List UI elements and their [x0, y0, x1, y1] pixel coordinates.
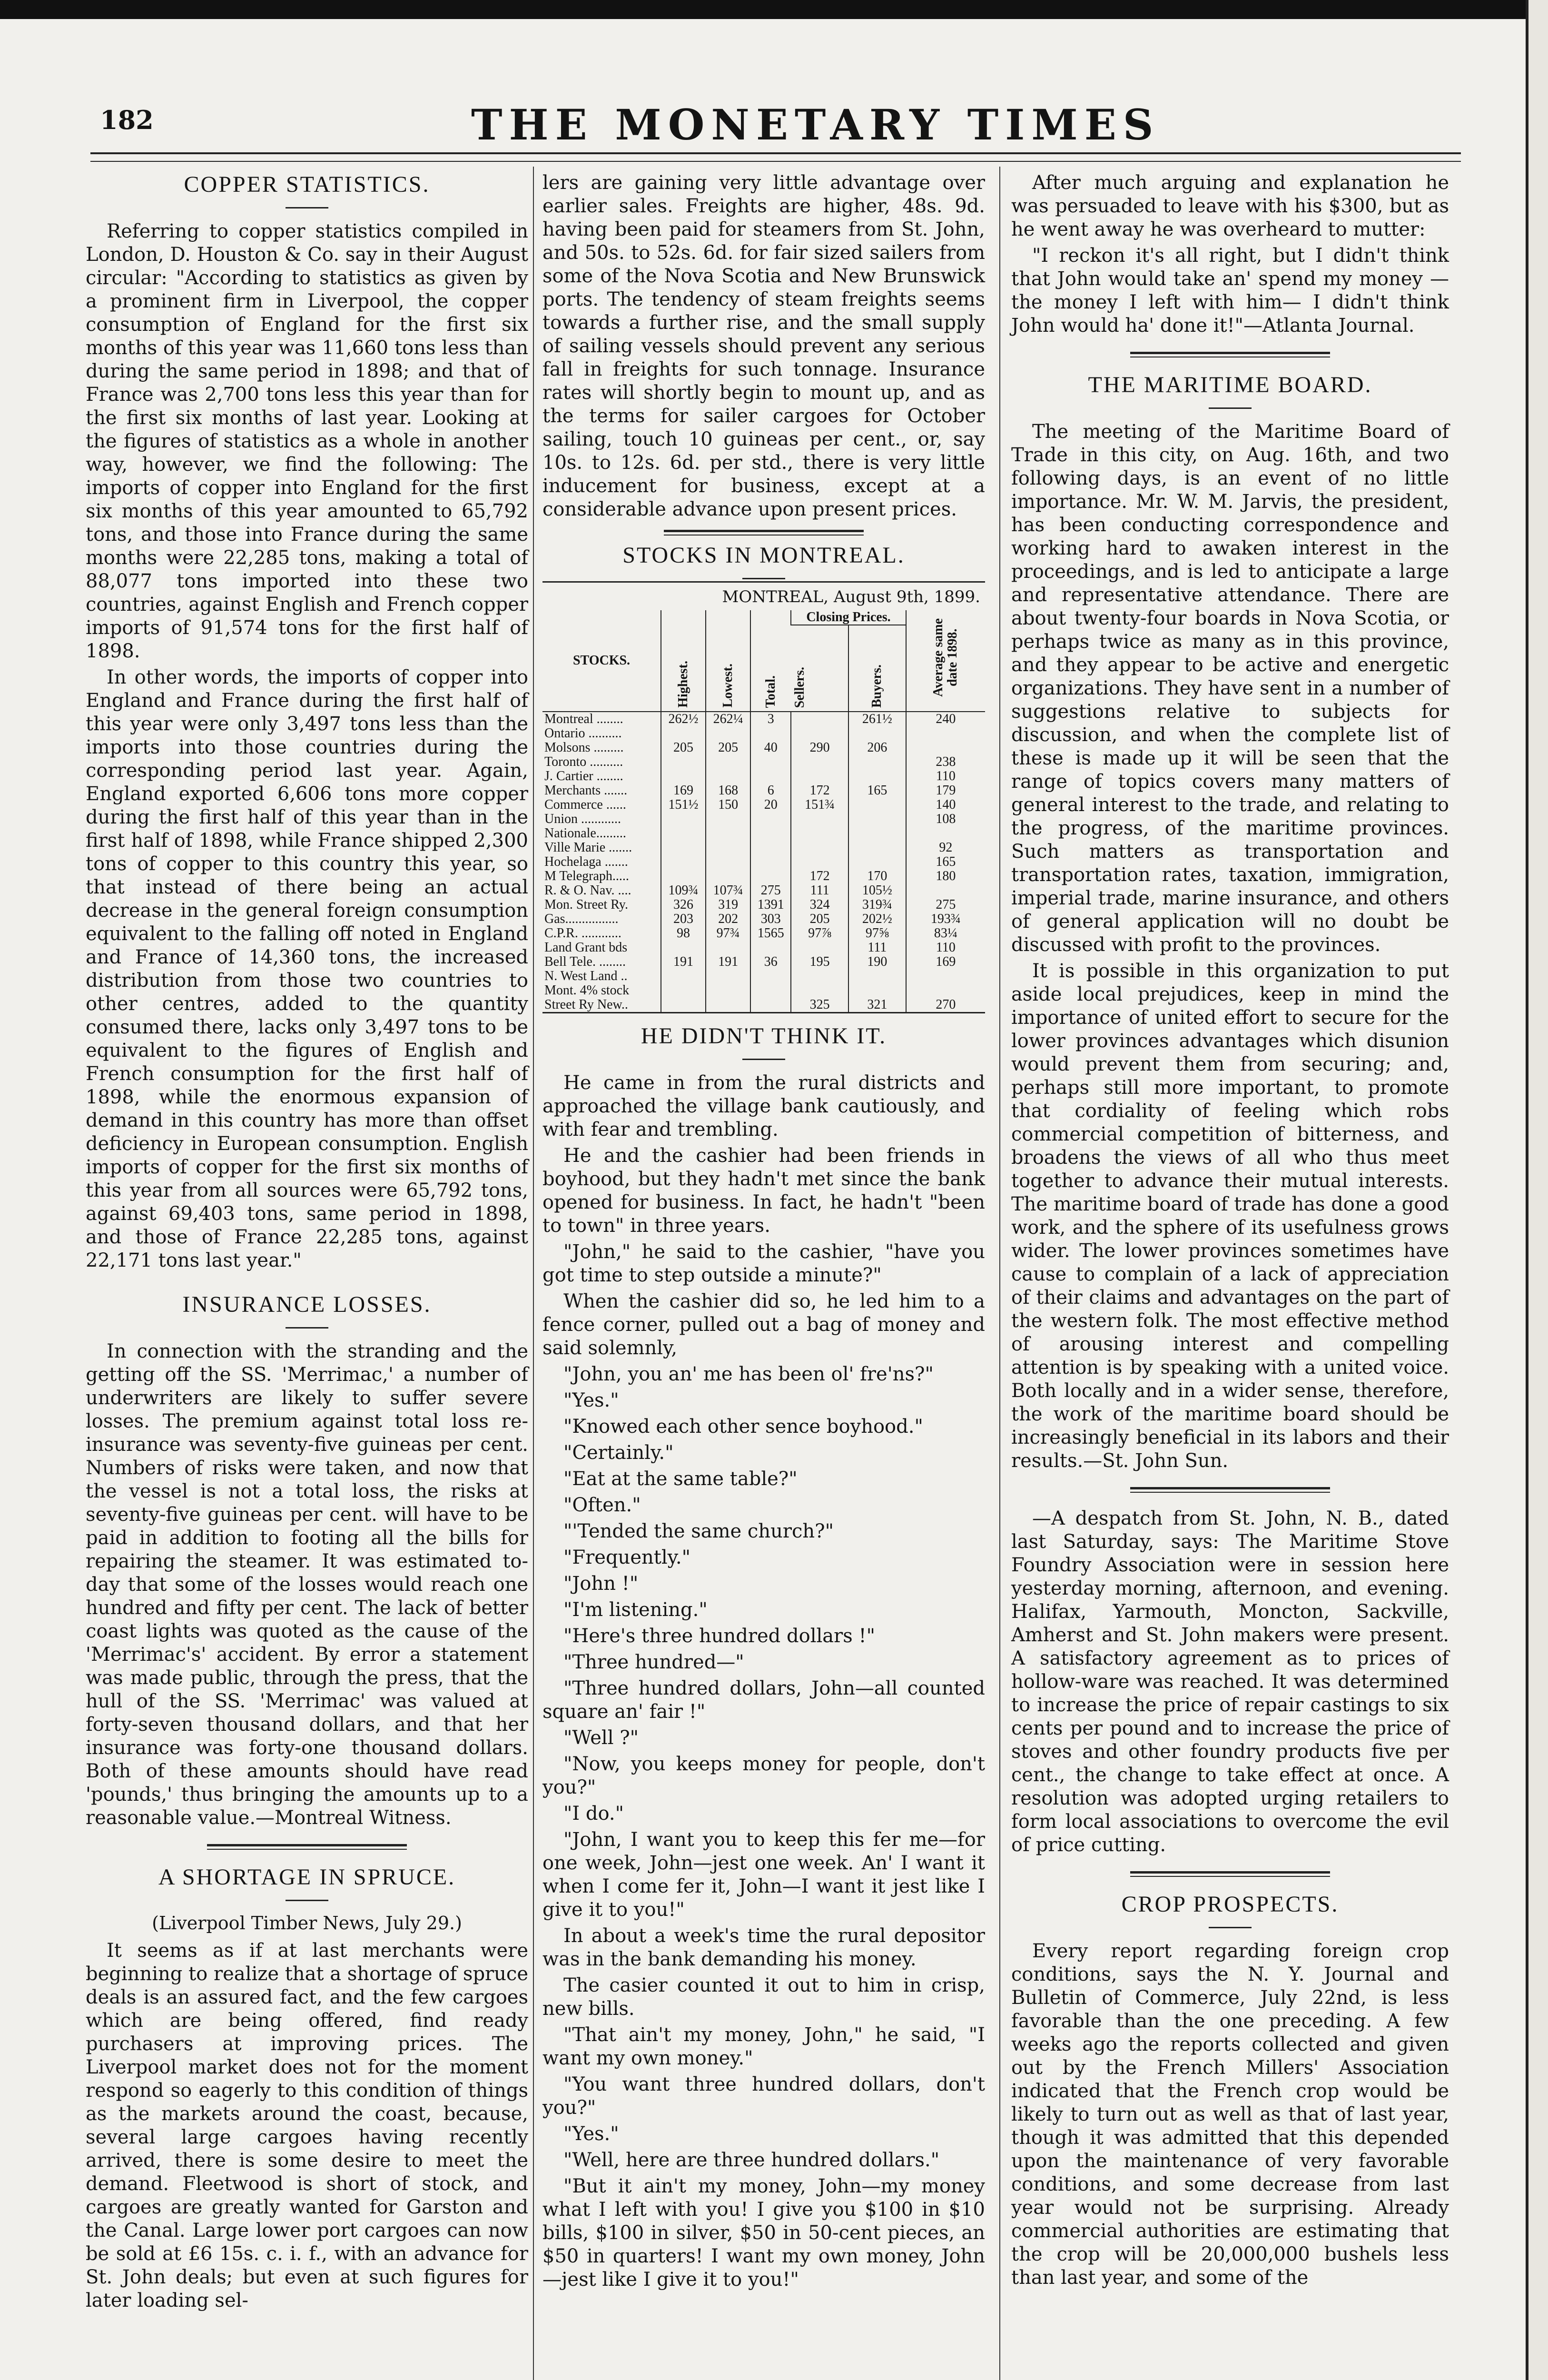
- stock-name-cell: Street Ry New..: [544, 997, 628, 1012]
- stock-value-cell: [750, 983, 791, 998]
- paragraph: "Eat at the same table?": [563, 1468, 798, 1490]
- stocks-table-wrap: [542, 581, 985, 1013]
- stock-name-cell: Bell Tele. ........: [544, 954, 626, 969]
- stock-value-cell: 110: [906, 941, 985, 955]
- stock-value-cell: [706, 869, 750, 883]
- paragraph: "John, I want you to keep this fer me—for one week, John—jest one week. An' I want it when I come fer it, John—I want it jest like I give it to you!": [542, 1829, 985, 1921]
- stock-value-cell: 107¾: [706, 883, 750, 898]
- paragraph: "Certainly.": [563, 1442, 674, 1464]
- stock-value-cell: 165: [906, 855, 985, 869]
- adjacent-page-edge: [1526, 0, 1548, 2380]
- stock-value-cell: 40: [750, 741, 791, 755]
- paragraph: "Three hundred—": [563, 1651, 744, 1673]
- article-title-spruce: A SHORTAGE IN SPRUCE.: [158, 1864, 456, 1890]
- stock-value-cell: [750, 998, 791, 1012]
- stock-value-cell: 36: [750, 955, 791, 969]
- stock-value-cell: 205: [791, 912, 848, 926]
- stock-value-cell: 202: [706, 912, 750, 926]
- stock-value-cell: 170: [848, 869, 906, 883]
- stock-name-cell: Nationale.........: [544, 826, 626, 841]
- column-rule: [999, 167, 1000, 2380]
- stock-value-cell: [661, 998, 706, 1012]
- stock-value-cell: [906, 983, 985, 998]
- stock-value-cell: [906, 726, 985, 741]
- stock-value-cell: [661, 969, 706, 983]
- column-3: [1011, 171, 1449, 2292]
- paragraph: In about a week's time the rural depositor was in the bank demanding his money.: [542, 1925, 985, 1970]
- stock-name-cell: Gas................: [544, 912, 619, 926]
- article-separator: [1130, 352, 1330, 357]
- stock-value-cell: 319: [706, 898, 750, 912]
- stock-value-cell: [906, 969, 985, 983]
- column-1: [86, 171, 528, 2315]
- stock-name-cell: Montreal ........: [544, 712, 623, 726]
- stock-value-cell: 275: [750, 883, 791, 898]
- paragraph: "John !": [563, 1573, 639, 1595]
- page-header: [90, 100, 1518, 149]
- stock-value-cell: 109¾: [661, 883, 706, 898]
- stock-value-cell: [791, 826, 848, 841]
- stock-value-cell: [750, 812, 791, 826]
- table-row: [542, 955, 985, 969]
- col-header-average: [906, 610, 985, 712]
- stock-value-cell: [791, 941, 848, 955]
- paragraph: He came in from the rural districts and approached the village bank cautiously, and with fear and trembling.: [542, 1072, 985, 1140]
- table-dateline: MONTREAL, August 9th, 1899.: [722, 587, 980, 606]
- table-row: [542, 812, 985, 826]
- paragraph: "Well, here are three hundred dollars.": [563, 2149, 940, 2171]
- stock-value-cell: 105½: [848, 883, 906, 898]
- stock-value-cell: 83¼: [906, 926, 985, 941]
- stock-value-cell: [706, 998, 750, 1012]
- stock-value-cell: [848, 798, 906, 812]
- paragraph: "'Tended the same church?": [563, 1520, 834, 1542]
- top-border: [0, 0, 1548, 19]
- stock-value-cell: 206: [848, 741, 906, 755]
- title-dash: [742, 1059, 785, 1060]
- stock-value-cell: 108: [906, 812, 985, 826]
- stock-value-cell: [750, 769, 791, 783]
- stock-value-cell: [848, 726, 906, 741]
- stock-value-cell: 111: [791, 883, 848, 898]
- stock-value-cell: [706, 755, 750, 769]
- article-title-think: HE DIDN'T THINK IT.: [641, 1023, 887, 1049]
- paragraph: "That ain't my money, John," he said, "I want my own money.": [542, 2024, 985, 2069]
- paragraph: lers are gaining very little advantage over earlier sales. Freights are higher, 48s. 9d. having been paid for steamers from St. John, and 50s. to 52s. 6d. for fair sized sailers from some of the Nova Scotia and New Brunswick ports. The tendency of steam freights seems towards a further rise, and the small supply of sailing vessels should prevent any serious fall in freights for such tonnage. Insurance rates will shortly begin to mount up, and as the terms for sailer cargoes for October sailing, touch 10 guineas per cent., or, say 10s. to 12s. 6d. per std., there is very little inducement for business, except at a considerable advance upon present prices.: [542, 172, 985, 520]
- stock-value-cell: [661, 769, 706, 783]
- paragraph: It is possible in this organization to put aside local prejudices, keep in mind the importance of united effort to secure for the lower provinces advantages which disunion would prevent them from securing; and, perhaps still more important, to promote that cordiality of feeling which robs commercial competition of bitterness, and broadens the views of all who thus meet together to advance their mutual interests. The maritime board of trade has done a good work, and the sphere of its usefulness grows wider. The lower provinces sometimes have cause to complain of a lack of appreciation of their claims and advantages on the part of the western folk. The most effective method of arousing interest and compelling attention is by speaking with a united voice. Both locally and in a wider sense, therefore, the work of the maritime board should be increasingly beneficial in its labors and their results.—St. John Sun.: [1011, 960, 1449, 1472]
- stock-name-cell: Merchants .......: [544, 783, 628, 798]
- stock-value-cell: 193¾: [906, 912, 985, 926]
- stock-value-cell: 6: [750, 783, 791, 798]
- paragraph: "Frequently.": [563, 1547, 691, 1568]
- stock-value-cell: [750, 855, 791, 869]
- stock-value-cell: [706, 769, 750, 783]
- stock-value-cell: 20: [750, 798, 791, 812]
- paragraph: "I reckon it's all right, but I didn't think that John would take an' spend my money —the money I left with him— I didn't think John would ha' done it!"—Atlanta Journal.: [1011, 245, 1449, 337]
- stock-value-cell: 169: [906, 955, 985, 969]
- table-row: [542, 726, 985, 741]
- paragraph: When the cashier did so, he led him to a fence corner, pulled out a bag of money and said solemnly,: [542, 1290, 985, 1359]
- table-row: [542, 869, 985, 883]
- paragraph: The casier counted it out to him in crisp, new bills.: [542, 1974, 985, 2020]
- col-header-total-label: Total.: [763, 675, 778, 708]
- paragraph: In connection with the stranding and the getting off the SS. 'Merrimac,' a number of underwriters are likely to suffer severe losses. The premium against total loss re-insurance was seventy-five guineas per cent. Numbers of risks were taken, and now that the vessel is not a total loss, the risks at seventy-five guineas per cent. will have to be paid in addition to footing all the bills for repairing the steamer. It was estimated to-day that some of the losses would reach one hundred and fifty per cent. The lack of better coast lights was quoted as the cause of the 'Merrimac's' accident. By error a statement was made public, through the press, that the hull of the SS. 'Merrimac' was valued at forty-seven thousand dollars, and that her insurance was forty-one thousand dollars. Both of these amounts should have read 'pounds,' thus bringing the amounts up to a reasonable value.—Montreal Witness.: [86, 1340, 528, 1829]
- stock-value-cell: [706, 941, 750, 955]
- stock-value-cell: [706, 983, 750, 998]
- stock-name-cell: M Telegraph.....: [544, 869, 629, 883]
- stock-value-cell: 324: [791, 898, 848, 912]
- stock-name-cell: Ville Marie .......: [544, 840, 632, 855]
- paragraph: "Well ?": [563, 1727, 639, 1749]
- stock-value-cell: 179: [906, 783, 985, 798]
- table-row: [542, 855, 985, 869]
- stock-value-cell: [791, 841, 848, 855]
- stock-value-cell: 172: [791, 783, 848, 798]
- stock-value-cell: [906, 883, 985, 898]
- stock-name-cell: N. West Land ..: [544, 969, 628, 983]
- stock-value-cell: [706, 841, 750, 855]
- stock-value-cell: [661, 812, 706, 826]
- stock-value-cell: 97⅞: [791, 926, 848, 941]
- table-row: [542, 983, 985, 998]
- stock-value-cell: 275: [906, 898, 985, 912]
- stock-value-cell: [661, 869, 706, 883]
- col-header-lowest-label: Lowest.: [720, 664, 736, 708]
- stock-value-cell: [750, 869, 791, 883]
- table-row: [542, 755, 985, 769]
- stock-value-cell: 325: [791, 998, 848, 1012]
- stock-value-cell: 110: [906, 769, 985, 783]
- page-number: 182: [100, 105, 154, 135]
- col-header-total: [750, 610, 791, 712]
- stock-value-cell: [848, 769, 906, 783]
- table-row: [542, 783, 985, 798]
- paragraph: "Here's three hundred dollars !": [563, 1625, 875, 1647]
- stock-value-cell: 180: [906, 869, 985, 883]
- table-row: [542, 841, 985, 855]
- stock-value-cell: 238: [906, 755, 985, 769]
- stock-value-cell: [706, 812, 750, 826]
- stock-value-cell: [706, 826, 750, 841]
- stock-value-cell: [750, 841, 791, 855]
- stock-value-cell: [750, 755, 791, 769]
- article-title-maritime: THE MARITIME BOARD.: [1088, 372, 1372, 397]
- article-title-copper: COPPER STATISTICS.: [184, 172, 430, 197]
- stock-value-cell: [791, 755, 848, 769]
- article-subtitle: (Liverpool Timber News, July 29.): [152, 1913, 462, 1934]
- stock-value-cell: [706, 855, 750, 869]
- article-separator: [1130, 1871, 1330, 1877]
- paragraph: "John," he said to the cashier, "have you got time to step outside a minute?": [542, 1241, 985, 1286]
- stock-value-cell: [848, 983, 906, 998]
- stock-value-cell: [791, 769, 848, 783]
- stock-value-cell: [706, 726, 750, 741]
- stock-value-cell: 290: [791, 741, 848, 755]
- table-row: [542, 826, 985, 841]
- stock-value-cell: [661, 941, 706, 955]
- stock-name-cell: Mont. 4% stock: [544, 983, 630, 998]
- stock-value-cell: 140: [906, 798, 985, 812]
- stock-value-cell: [906, 826, 985, 841]
- col-header-lowest: [706, 610, 750, 712]
- stock-value-cell: [791, 726, 848, 741]
- stock-value-cell: 97¾: [706, 926, 750, 941]
- stock-value-cell: 321: [848, 998, 906, 1012]
- title-dash: [286, 207, 328, 208]
- stock-name-cell: Hochelaga .......: [544, 854, 628, 869]
- stock-value-cell: [791, 812, 848, 826]
- paragraph: "Three hundred dollars, John—all counted square an' fair !": [542, 1677, 985, 1723]
- stock-value-cell: [750, 826, 791, 841]
- stock-value-cell: 1565: [750, 926, 791, 941]
- stock-value-cell: [791, 712, 848, 726]
- stock-value-cell: [791, 983, 848, 998]
- stock-value-cell: 326: [661, 898, 706, 912]
- paragraph: "Now, you keeps money for people, don't you?": [542, 1753, 985, 1798]
- paragraph: The meeting of the Maritime Board of Trade in this city, on Aug. 16th, and two following days, is an event of no little importance. Mr. W. M. Jarvis, the president, has been conducting correspondence and working hard to awaken interest in the proceedings, and is led to anticipate a large and representative attendance. There are about twenty-four boards in Nova Scotia, or perhaps twice as many as in this province, and they appear to be active and energetic organizations. They have sent in a number of suggestions relative to subjects for discussion, and when the complete list of these is made up it will be seen that the range of topics covers many matters of general interest to the trade, and relating to the progress, of the maritime provinces. Such matters as transportation and transportation rates, taxation, immigration, imperial trade, marine insurance, and others of general application will no doubt be discussed with profit to the provinces.: [1011, 421, 1449, 956]
- table-row: [542, 941, 985, 955]
- col-header-highest: [661, 610, 706, 712]
- col-header-closing: Closing Prices.: [791, 610, 906, 625]
- stock-value-cell: [661, 841, 706, 855]
- title-dash: [742, 578, 785, 579]
- paragraph: "Yes.": [563, 2123, 619, 2145]
- col-header-buyers-label: Buyers.: [869, 664, 885, 708]
- stock-name-cell: Mon. Street Ry.: [544, 897, 628, 912]
- stock-name-cell: Toronto ..........: [544, 754, 623, 769]
- stock-value-cell: 92: [906, 841, 985, 855]
- title-dash: [286, 1900, 328, 1901]
- stock-value-cell: [848, 969, 906, 983]
- stock-value-cell: [661, 855, 706, 869]
- stock-name-cell: Molsons .........: [544, 740, 624, 755]
- stock-value-cell: 151¾: [791, 798, 848, 812]
- paragraph: Referring to copper statistics compiled in London, D. Houston & Co. say in their August circular: "According to statistics as given by a prominent firm in Liverpool, the copper consumption of England for the first six months of this year was 11,660 tons less than during the same period in 1898; and that of France was 2,700 tons less this year than for the first six months of last year. Looking at the figures of statistics as a whole in another way, however, we find the following: The imports of copper into England for the first six months of this year amounted to 65,792 tons, and those into France during the same months were 22,285 tons, making a total of 88,077 tons imported into these two countries, against English and French copper imports of 91,574 tons for the first half of 1898.: [86, 220, 528, 662]
- paragraph: It seems as if at last merchants were beginning to realize that a shortage of spruce deals is an assured fact, and the few cargoes which are being offered, find ready purchasers at improving prices. The Liverpool market does not for the moment respond so eagerly to this condition of things as the markets around the coast, because, several large cargoes having recently arrived, there is some desire to meet the demand. Fleetwood is short of stock, and cargoes are greatly wanted for Garston and the Canal. Large lower port cargoes can now be sold at £6 15s. c. i. f., with an advance for St. John deals; but even at such figures for later loading sel-: [86, 1940, 528, 2311]
- table-row: [542, 926, 985, 941]
- stock-name-cell: Ontario ..........: [544, 726, 622, 741]
- masthead-title: THE MONETARY TIMES: [471, 100, 1160, 149]
- stock-value-cell: [848, 826, 906, 841]
- stock-name-cell: C.P.R. ............: [544, 926, 621, 941]
- stock-value-cell: 1391: [750, 898, 791, 912]
- stock-value-cell: 111: [848, 941, 906, 955]
- stock-value-cell: [661, 755, 706, 769]
- stock-name-cell: R. & O. Nav. ....: [544, 883, 631, 898]
- paragraph: "Knowed each other sence boyhood.": [563, 1416, 923, 1438]
- table-row: [542, 741, 985, 755]
- stock-value-cell: 303: [750, 912, 791, 926]
- stock-value-cell: 262½: [661, 712, 706, 726]
- paragraph: "You want three hundred dollars, don't you?": [542, 2073, 985, 2119]
- article-title-insurance: INSURANCE LOSSES.: [182, 1292, 432, 1317]
- stock-value-cell: 205: [706, 741, 750, 755]
- stock-value-cell: [848, 855, 906, 869]
- paragraph-stove-foundry: —A despatch from St. John, N. B., dated last Saturday, says: The Maritime Stove Foundry Association were in session here yesterday morning, afternoon, and evening. Halifax, Yarmouth, Moncton, Sackville, Amherst and St. John makers were present. A satisfactory agreement as to prices of hollow-ware was reached. It was determined to increase the price of repair castings to six cents per pound and to increase the price of stoves and other foundry products five per cent., the change to take effect at once. A resolution was adopted urging retailers to form local associations to overcome the evil of price cutting.: [1011, 1507, 1449, 1856]
- article-separator: [664, 530, 864, 536]
- stock-value-cell: 98: [661, 926, 706, 941]
- stock-value-cell: 191: [661, 955, 706, 969]
- col-header-highest-label: Highest.: [676, 661, 691, 708]
- paragraph: "John, you an' me has been ol' fre'ns?": [563, 1363, 934, 1385]
- stock-value-cell: [791, 855, 848, 869]
- stock-value-cell: 195: [791, 955, 848, 969]
- table-row: [542, 798, 985, 812]
- stock-value-cell: 150: [706, 798, 750, 812]
- stock-value-cell: [661, 983, 706, 998]
- paragraph: After much arguing and explanation he was persuaded to leave with his $300, but as he went away he was overheard to mutter:: [1011, 172, 1449, 240]
- paragraph: "But it ain't my money, John—my money what I left with you! I give you $100 in $10 bills, $100 in silver, $50 in 50-cent pieces, an $50 in quarters! I want my own money, John—jest like I give it to you!": [542, 2175, 985, 2291]
- title-dash: [286, 1327, 328, 1329]
- stock-value-cell: 319¾: [848, 898, 906, 912]
- stock-value-cell: 190: [848, 955, 906, 969]
- stock-value-cell: 3: [750, 712, 791, 726]
- title-dash: [1209, 407, 1252, 409]
- column-rule: [533, 167, 534, 2380]
- table-row: [542, 883, 985, 898]
- stock-value-cell: 172: [791, 869, 848, 883]
- table-row: [542, 969, 985, 983]
- article-separator: [1130, 1487, 1330, 1493]
- stock-name-cell: Union ............: [544, 812, 621, 826]
- article-title-crop: CROP PROSPECTS.: [1121, 1892, 1339, 1917]
- stock-value-cell: 205: [661, 741, 706, 755]
- stock-value-cell: [706, 969, 750, 983]
- stock-value-cell: [848, 841, 906, 855]
- header-rule: [90, 152, 1461, 162]
- stock-value-cell: 261½: [848, 712, 906, 726]
- stock-value-cell: 191: [706, 955, 750, 969]
- stock-value-cell: 97⅝: [848, 926, 906, 941]
- stock-value-cell: 151½: [661, 798, 706, 812]
- stock-value-cell: [848, 812, 906, 826]
- article-separator: [207, 1844, 407, 1850]
- table-row: [542, 998, 985, 1012]
- stock-value-cell: 270: [906, 998, 985, 1012]
- stock-name-cell: J. Cartier ........: [544, 769, 623, 783]
- paragraph: "Often.": [563, 1494, 641, 1516]
- stock-name-cell: Land Grant bds: [544, 940, 628, 955]
- table-title-stocks: STOCKS IN MONTREAL.: [622, 543, 905, 568]
- paragraph: "Yes.": [563, 1389, 619, 1411]
- paragraph: "I'm listening.": [563, 1599, 708, 1621]
- stock-value-cell: 202½: [848, 912, 906, 926]
- table-row: [542, 712, 985, 726]
- stock-value-cell: [848, 755, 906, 769]
- stock-value-cell: [661, 726, 706, 741]
- table-row: [542, 898, 985, 912]
- stock-value-cell: 240: [906, 712, 985, 726]
- stock-value-cell: 168: [706, 783, 750, 798]
- col-header-average-label: Average same date 1898.: [931, 618, 960, 697]
- paragraph: Every report regarding foreign crop conditions, says the N. Y. Journal and Bulletin of Commerce, July 22nd, is less favorable than the one preceding. A few weeks ago the reports collected and given out by the French Millers' Association indicated that the French crop would be likely to turn out as well as that of last year, though it was admitted that this depended upon the maintenance of very favorable conditions, and some decrease from last year would not be surprising. Already commercial authorities are estimating that the crop will be 20,000,000 bushels less than last year, and some of the: [1011, 1940, 1449, 2289]
- paragraph: "I do.": [563, 1803, 624, 1825]
- paragraph: He and the cashier had been friends in boyhood, but they hadn't met since the bank opened for business. In fact, he hadn't "been to town" in three years.: [542, 1145, 985, 1237]
- stock-value-cell: 203: [661, 912, 706, 926]
- paragraph: In other words, the imports of copper into England and France during the first half of this year were only 3,497 tons less than the imports into those countries during the corresponding period last year. Again, England exported 6,606 tons more copper during the first half of this year than in the first half of 1898, while France shipped 2,300 tons of copper to this country this year, so that instead of there being an actual decrease in the general foreign consumption equivalent to the falling off noted in England and France of 14,360 tons, the increased distribution from those two countries to other centres, added to the quantity consumed there, lacks only 3,497 tons to be equivalent to the figures of English and French consumption for the first half of 1898, while the enormous expansion of demand in this country has more than offset deficiency in European consumption. English imports of copper for the first six months of this year from all sources were 65,792 tons, against 69,403 tons, same period in 1898, and those of France 22,285 tons, against 22,171 tons last year.": [86, 666, 528, 1271]
- stock-name-cell: Commerce ......: [544, 797, 626, 812]
- stock-value-cell: [661, 826, 706, 841]
- col-header-sellers: [791, 625, 848, 712]
- stock-value-cell: 165: [848, 783, 906, 798]
- stock-value-cell: [750, 726, 791, 741]
- stock-value-cell: [906, 741, 985, 755]
- col-header-stocks: STOCKS.: [542, 610, 661, 712]
- col-header-sellers-label: Sellers.: [792, 666, 808, 708]
- stock-value-cell: 262¼: [706, 712, 750, 726]
- stock-value-cell: [750, 969, 791, 983]
- stock-value-cell: 169: [661, 783, 706, 798]
- stocks-table: [542, 610, 985, 1012]
- stock-value-cell: [791, 969, 848, 983]
- col-header-buyers: [848, 625, 906, 712]
- table-row: [542, 912, 985, 926]
- column-2: [542, 171, 985, 2294]
- title-dash: [1209, 1927, 1252, 1928]
- stock-value-cell: [750, 941, 791, 955]
- table-row: [542, 769, 985, 783]
